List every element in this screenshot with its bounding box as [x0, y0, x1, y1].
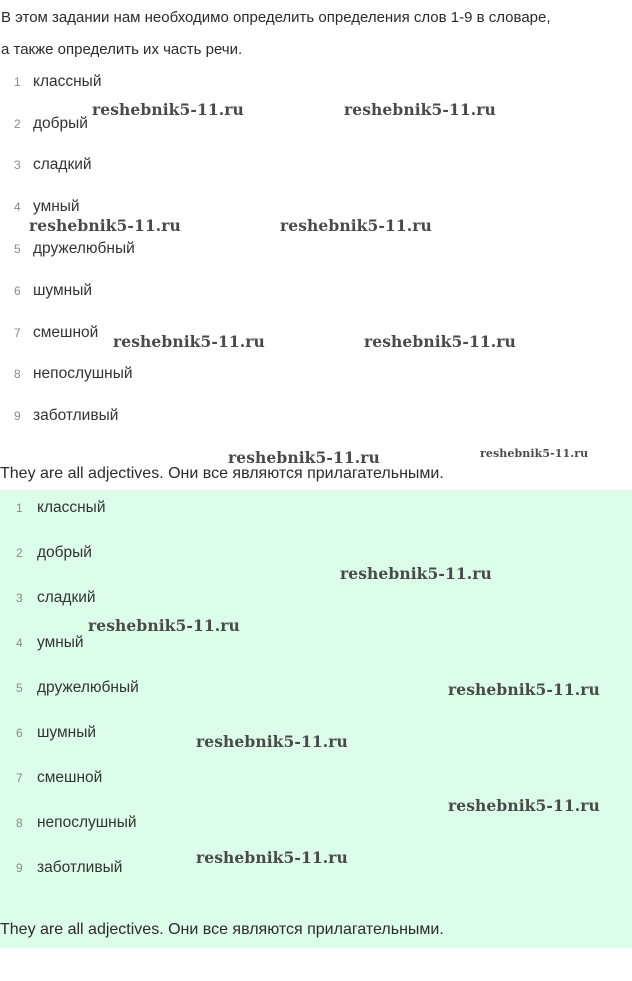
list-item [16, 677, 139, 699]
list-item-number: 3 [14, 158, 21, 172]
list-item-number: 8 [14, 367, 21, 381]
answer-conclusion-text: They are all adjectives. Они все являются прилагательными. [0, 921, 444, 938]
list-item-word: умный [33, 198, 80, 215]
list-item [16, 812, 137, 834]
watermark-text: reshebnik5-11.ru [196, 848, 348, 867]
list-item-word: добрый [33, 115, 88, 132]
watermark-text: reshebnik5-11.ru [364, 332, 516, 351]
watermark-text: reshebnik5-11.ru [280, 216, 432, 235]
list-item [14, 113, 88, 135]
watermark-text: reshebnik5-11.ru [228, 448, 380, 467]
answer-panel [0, 490, 632, 948]
list-item-word: классный [33, 73, 102, 90]
watermark-text: reshebnik5-11.ru [113, 332, 265, 351]
list-item-word: непослушный [33, 365, 133, 382]
watermark-text: reshebnik5-11.ru [88, 616, 240, 635]
list-item-word: заботливый [37, 859, 123, 876]
list-item-word: непослушный [37, 814, 137, 831]
list-item-number: 2 [14, 117, 21, 131]
list-item [14, 280, 92, 302]
list-item-number: 7 [16, 771, 23, 785]
intro-line-2: а также определить их часть речи. [1, 41, 243, 58]
list-item-word: дружелюбный [33, 240, 135, 257]
watermark-text: reshebnik5-11.ru [196, 732, 348, 751]
list-item [16, 497, 105, 519]
list-item-number: 4 [14, 200, 21, 214]
list-item-word: классный [37, 499, 106, 516]
list-item-number: 5 [16, 681, 23, 695]
list-item [16, 542, 92, 564]
intro-line-1: В этом задании нам необходимо определить определения слов 1-9 в словаре, [1, 9, 551, 26]
list-item [14, 405, 118, 427]
list-item [16, 632, 84, 654]
list-item-word: заботливый [33, 407, 119, 424]
list-item [14, 196, 80, 218]
list-item [14, 363, 133, 385]
list-item [16, 857, 122, 879]
list-item-number: 1 [16, 501, 23, 515]
watermark-text: reshebnik5-11.ru [29, 216, 181, 235]
list-item-number: 6 [14, 284, 21, 298]
list-item-number: 9 [16, 861, 23, 875]
list-item-number: 4 [16, 636, 23, 650]
watermark-text: reshebnik5-11.ru [480, 447, 589, 460]
list-item [16, 722, 96, 744]
watermark-text: reshebnik5-11.ru [448, 680, 600, 699]
list-item-word: сладкий [37, 589, 96, 606]
list-item-number: 6 [16, 726, 23, 740]
list-item-word: шумный [33, 282, 93, 299]
list-item-number: 3 [16, 591, 23, 605]
list-item-number: 8 [16, 816, 23, 830]
watermark-text: reshebnik5-11.ru [340, 564, 492, 583]
list-item [14, 154, 92, 176]
list-item-word: смешной [33, 324, 99, 341]
list-item-number: 1 [14, 75, 21, 89]
list-item-word: смешной [37, 769, 103, 786]
list-item [14, 322, 98, 344]
list-item [16, 587, 96, 609]
conclusion-text: They are all adjectives. Они все являются прилагательными. [0, 465, 444, 482]
watermark-text: reshebnik5-11.ru [448, 796, 600, 815]
list-item-number: 7 [14, 326, 21, 340]
list-item-word: умный [37, 634, 84, 651]
list-item [14, 238, 135, 260]
watermark-text: reshebnik5-11.ru [344, 100, 496, 119]
watermark-text: reshebnik5-11.ru [92, 100, 244, 119]
list-item-word: дружелюбный [37, 679, 139, 696]
list-item-number: 5 [14, 242, 21, 256]
list-item [16, 767, 102, 789]
list-item-word: сладкий [33, 156, 92, 173]
list-item-number: 9 [14, 409, 21, 423]
list-item-word: добрый [37, 544, 92, 561]
list-item-number: 2 [16, 546, 23, 560]
list-item-word: шумный [37, 724, 97, 741]
list-item [14, 71, 101, 93]
